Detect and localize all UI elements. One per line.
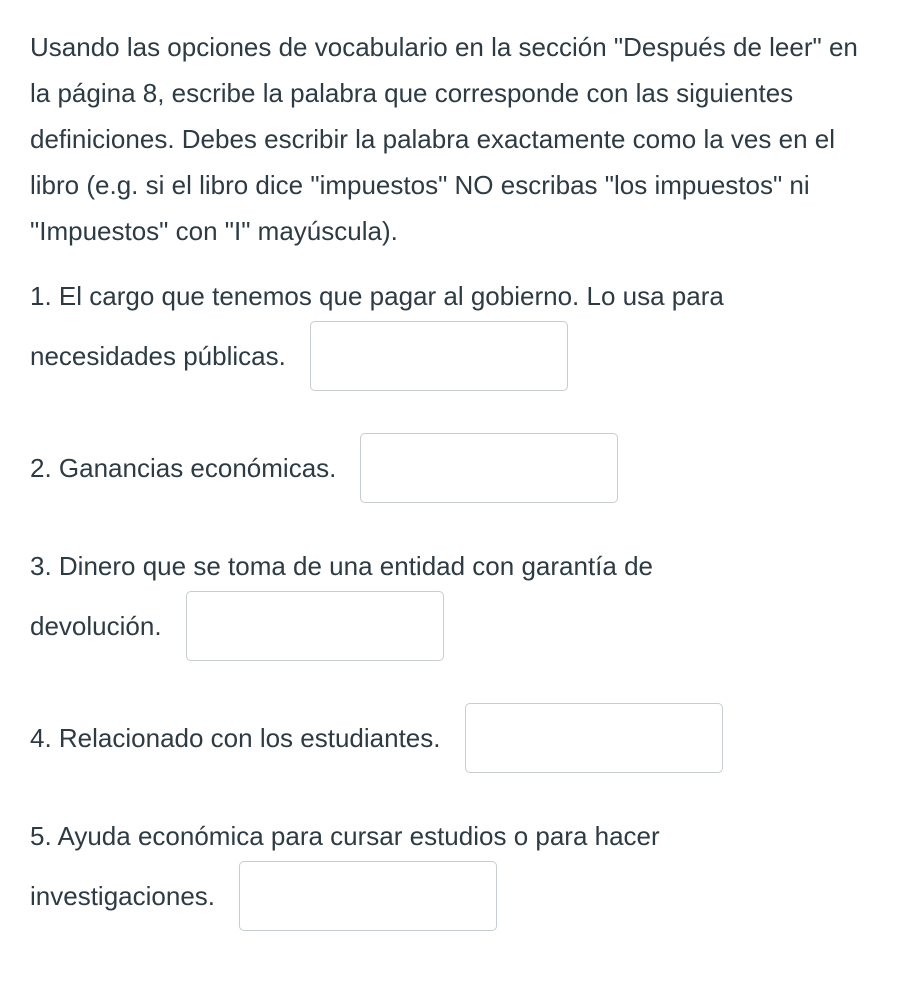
question-5-row	[30, 861, 497, 931]
question-1-text: 1. El cargo que tenemos que pagar al gobierno. Lo usa para	[30, 281, 724, 311]
answer-5-input[interactable]	[239, 861, 497, 931]
question-5-text-continued: investigaciones.	[30, 881, 215, 911]
answer-1-input[interactable]	[310, 321, 568, 391]
question-4-text: 4. Relacionado con los estudiantes.	[30, 723, 441, 753]
answer-3-input[interactable]	[186, 591, 444, 661]
answer-4-input[interactable]	[465, 703, 723, 773]
instructions-text: Usando las opciones de vocabulario en la sección "Después de leer" en la página 8, escribe la palabra que corresponde con las siguientes definiciones. Debes escribir la palabra exactamente como la ves en el libro (e.g. si el libro dice "impuestos" NO escribas "los impuestos" ni "Impuestos" con "I" mayúscula).	[30, 32, 858, 246]
answer-2-input[interactable]	[360, 433, 618, 503]
question-2-row	[30, 433, 618, 503]
question-5-text: 5. Ayuda económica para cursar estudios o para hacer	[30, 821, 660, 851]
question-2-text: 2. Ganancias económicas.	[30, 453, 337, 483]
question-1-text-continued: necesidades públicas.	[30, 341, 286, 371]
question-3-text-continued: devolución.	[30, 611, 162, 641]
question-4-row	[30, 703, 723, 773]
question-1-row	[30, 321, 568, 391]
question-3-text: 3. Dinero que se toma de una entidad con garantía de	[30, 551, 653, 581]
question-3-row	[30, 591, 444, 661]
